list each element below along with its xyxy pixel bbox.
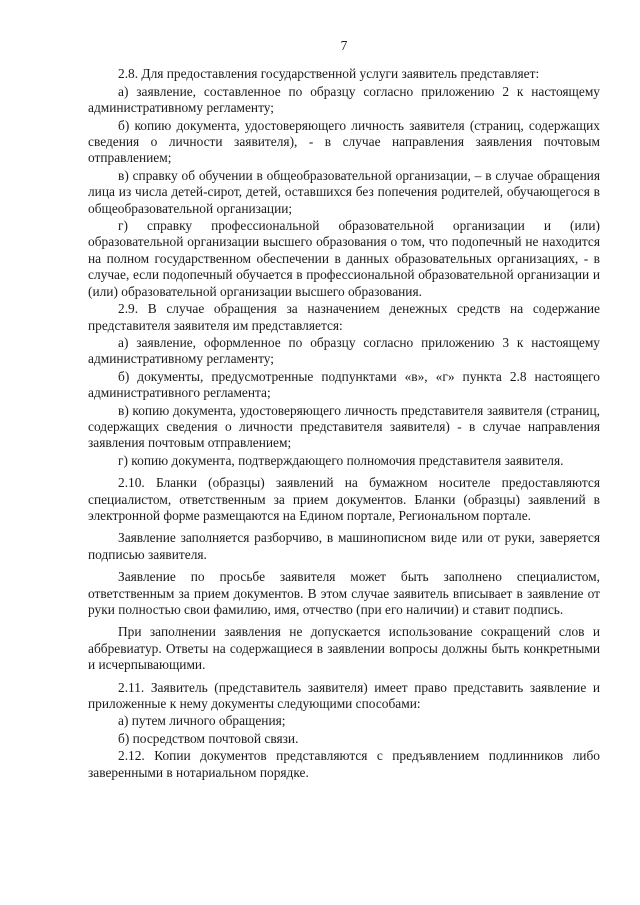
paragraph-2-8: 2.8. Для предоставления государственной услуги заявитель представляет:: [118, 66, 540, 82]
paragraph-2-9-b: б) документы, предусмотренные подпунктами «в», «г» пункта 2.8 настоящего административного регламента;: [88, 368, 600, 401]
paragraph-2-8-g: г) справку профессиональной образовательной организации и (или) образовательной организации высшего образования о том, что подопечный не находится на полном государственном обеспечении в данных образовательных организациях, - в случае, если подопечный обучается в профессиональной образовательной организации и (или) образовательной организации высшего образования.: [88, 218, 600, 299]
paragraph-2-11-a: а) путем личного обращения;: [118, 713, 286, 729]
paragraph-filling-rules: Заявление заполняется разборчиво, в машинописном виде или от руки, заверяется подписью заявителя.: [88, 530, 600, 562]
paragraph-no-abbreviations: При заполнении заявления не допускается использование сокращений слов и аббревиатур. Ответы на содержащиеся в заявлении вопросы должны быть конкретными и исчерпывающими.: [88, 624, 600, 673]
paragraph-2-11-b: б) посредством почтовой связи.: [118, 730, 299, 746]
paragraph-2-11: 2.11. Заявитель (представитель заявителя) имеет право представить заявление и приложенные к нему документы следующими способами:: [88, 679, 600, 712]
page-number: 7: [340, 38, 348, 53]
paragraph-2-9-g: г) копию документа, подтверждающего полномочия представителя заявителя.: [118, 452, 564, 468]
paragraph-2-9-a: а) заявление, оформленное по образцу согласно приложению 3 к настоящему административному регламенту;: [88, 334, 600, 367]
paragraph-2-8-a: а) заявление, составленное по образцу согласно приложению 2 к настоящему административному регламенту;: [88, 83, 600, 116]
paragraph-2-10: 2.10. Бланки (образцы) заявлений на бумажном носителе предоставляются специалистом, ответственным за прием документов. Бланки (образцы) заявлений в электронной форме размещаются на Едином портале, Региональном портале.: [88, 475, 600, 523]
paragraph-specialist-filling: Заявление по просьбе заявителя может быть заполнено специалистом, ответственным за прием документов. В этом случае заявитель вписывает в заявление от руки полностью свои фамилию, имя, отчество (при его наличии) и ставит подпись.: [88, 569, 600, 617]
paragraph-2-8-b: б) копию документа, удостоверяющего личность заявителя (страниц, содержащих сведения о личности заявителя), - в случае направления заявления почтовым отправлением;: [88, 117, 600, 166]
paragraph-2-9-v: в) копию документа, удостоверяющего личность представителя заявителя (страниц, содержащих сведения о личности представителя заявителя) - в случае направления заявления почтовым отправлением;: [88, 402, 600, 451]
paragraph-2-8-v: в) справку об обучении в общеобразовательной организации, – в случае обращения лица из числа детей-сирот, детей, оставшихся без попечения родителей, обучающегося в общеобразовательной организации;: [88, 167, 600, 216]
paragraph-2-9: 2.9. В случае обращения за назначением денежных средств на содержание представителя заявителя им представляется:: [88, 301, 600, 333]
paragraph-2-12: 2.12. Копии документов представляются с предъявлением подлинников либо заверенными в нотариальном порядке.: [88, 748, 600, 780]
